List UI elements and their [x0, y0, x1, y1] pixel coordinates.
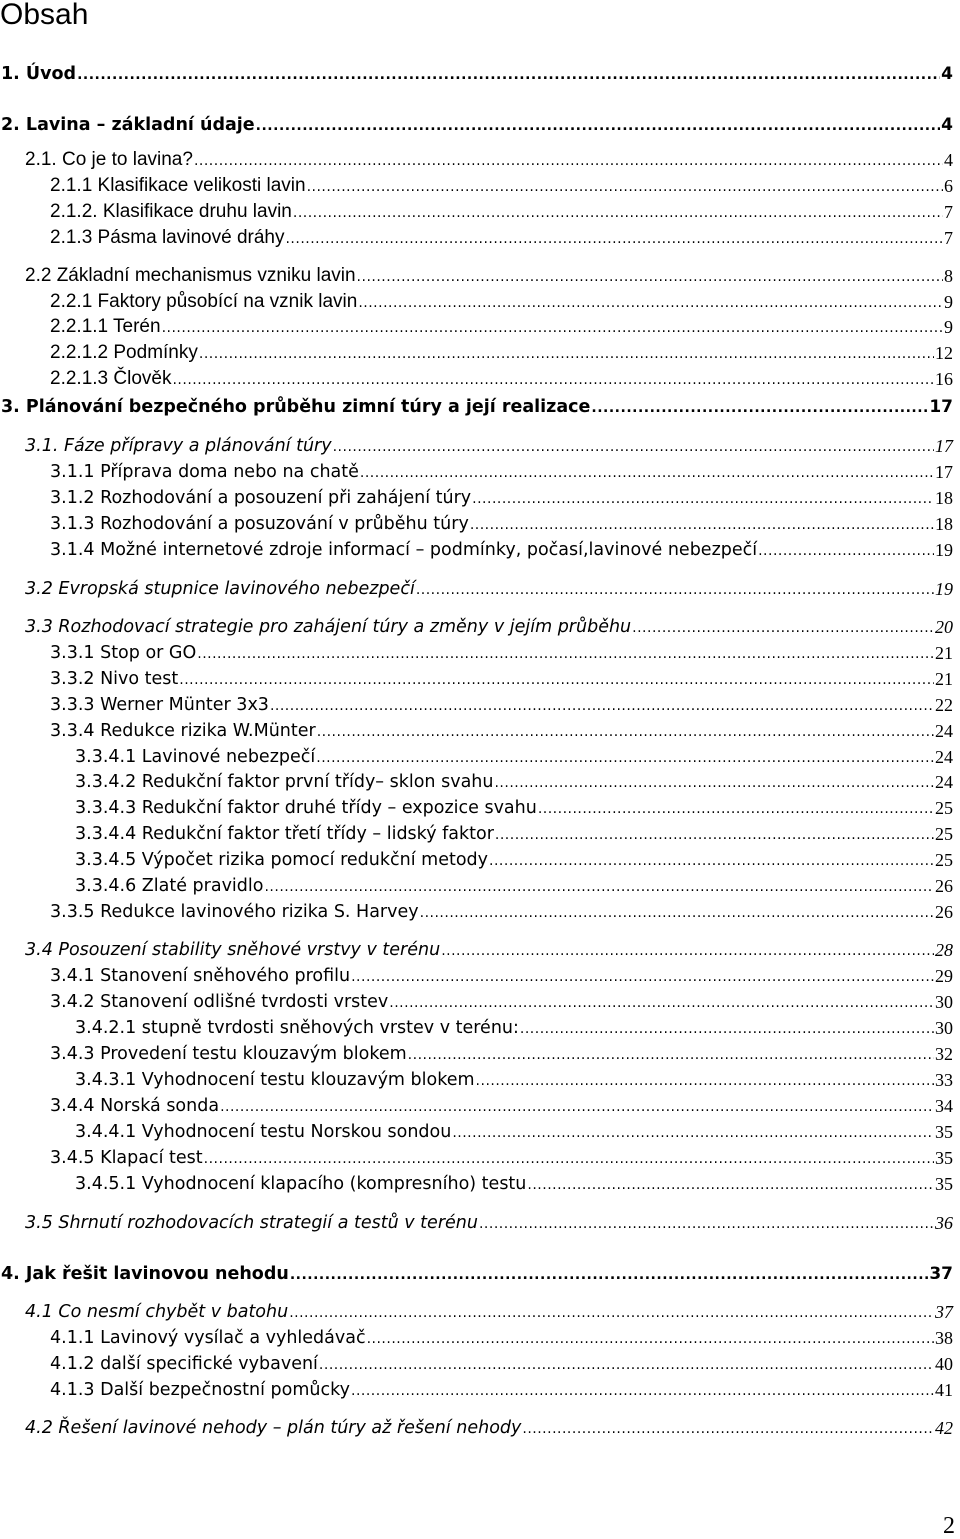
dot-leader — [220, 1096, 934, 1116]
toc-entry[interactable] — [25, 613, 953, 637]
toc-entry-title: 3.1.2 Rozhodování a posouzení při zahájení túry — [50, 488, 472, 508]
toc-entry[interactable] — [50, 691, 953, 715]
dot-leader — [351, 966, 934, 986]
toc-entry-title: 3.4.5 Klapací test — [50, 1148, 203, 1168]
dot-leader — [317, 721, 934, 741]
dot-leader — [172, 369, 934, 389]
page-number: 2 — [943, 1513, 955, 1539]
toc-entry[interactable] — [75, 743, 953, 767]
dot-leader — [270, 695, 934, 715]
toc-entry-page: 7 — [944, 228, 953, 248]
dot-leader — [441, 940, 934, 960]
toc-entry[interactable] — [75, 820, 953, 844]
dot-leader — [316, 747, 934, 767]
toc-entry-page: 18 — [935, 514, 953, 534]
toc-entry[interactable] — [50, 224, 953, 248]
toc-entry[interactable] — [50, 198, 953, 222]
toc-entry-title: 3.3.3 Werner Münter 3x3 — [50, 695, 269, 715]
toc-entry[interactable] — [50, 1350, 953, 1374]
toc-entry-title: 3.3.4.6 Zlaté pravidlo — [75, 876, 264, 896]
dot-leader — [77, 64, 940, 84]
toc-entry-page: 4 — [944, 150, 953, 170]
toc-entry-page: 26 — [935, 876, 953, 896]
toc-entry[interactable] — [50, 1324, 953, 1348]
toc-entry[interactable] — [25, 1209, 953, 1233]
toc-entry-title: 3.2 Evropská stupnice lavinového nebezpečí — [25, 579, 415, 599]
toc-entry-page: 21 — [935, 643, 953, 663]
toc-entry-page: 8 — [944, 266, 953, 286]
toc-entry-title: 3.4.3.1 Vyhodnocení testu klouzavým blokem — [75, 1070, 475, 1090]
toc-entry[interactable] — [50, 172, 953, 196]
dot-leader — [538, 798, 934, 818]
toc-entry[interactable] — [75, 1066, 953, 1090]
toc-entry-title: 2.1.1 Klasifikace velikosti lavin — [50, 175, 306, 196]
toc-entry-title: 3. Plánování bezpečného průběhu zimní túry a její realizace — [1, 397, 591, 417]
toc-entry-title: 4.1.2 další specifické vybavení — [50, 1354, 318, 1374]
toc-entry-title: 2.2.1.3 Člověk — [50, 368, 172, 389]
dot-leader — [389, 992, 934, 1012]
toc-entry-page: 35 — [935, 1148, 953, 1168]
toc-entry-title: 3.4 Posouzení stability sněhové vrstvy v terénu — [25, 940, 441, 960]
dot-leader — [470, 514, 934, 534]
dot-leader — [285, 228, 943, 248]
dot-leader — [289, 1302, 934, 1322]
dot-leader — [408, 1044, 934, 1064]
toc-entry-title: 3.3 Rozhodovací strategie pro zahájení túry a změny v jejím průběhu — [25, 617, 632, 637]
toc-entry[interactable] — [50, 962, 953, 986]
toc-entry-title: 4.2 Řešení lavinové nehody – plán túry až řešení nehody — [25, 1418, 522, 1438]
toc-entry-title: 3.4.4.1 Vyhodnocení testu Norskou sondou — [75, 1122, 452, 1142]
dot-leader — [293, 202, 943, 222]
toc-entry[interactable] — [25, 262, 953, 286]
toc-entry-page: 18 — [935, 488, 953, 508]
toc-entry[interactable] — [50, 484, 953, 508]
toc-entry[interactable] — [50, 365, 953, 389]
dot-leader — [351, 1380, 934, 1400]
toc-entry-title: 4.1.3 Další bezpečnostní pomůcky — [50, 1380, 350, 1400]
toc-entry-page: 12 — [935, 343, 953, 363]
toc-entry[interactable] — [50, 1376, 953, 1400]
toc-entry-page: 26 — [935, 902, 953, 922]
toc-entry-page: 16 — [935, 369, 953, 389]
toc-entry-page: 34 — [935, 1096, 953, 1116]
toc-entry-page: 9 — [944, 292, 953, 312]
toc-entry[interactable] — [75, 872, 953, 896]
dot-leader — [472, 488, 934, 508]
dot-leader — [479, 1213, 934, 1233]
toc-entry[interactable] — [50, 1092, 953, 1116]
toc-entry-page: 19 — [935, 579, 953, 599]
dot-leader — [758, 540, 934, 560]
toc-entry-title: 2.1.3 Pásma lavinové dráhy — [50, 227, 285, 248]
toc-entry[interactable] — [50, 717, 953, 741]
toc-entry-page: 24 — [935, 772, 953, 792]
toc-entry-page: 4 — [941, 64, 953, 84]
dot-leader — [494, 772, 934, 792]
dot-leader — [416, 579, 934, 599]
toc-entry-page: 17 — [929, 397, 953, 417]
page-title: Obsah — [0, 0, 89, 31]
toc-entry[interactable] — [1, 60, 953, 84]
toc-entry-page: 9 — [944, 317, 953, 337]
toc-entry[interactable] — [50, 313, 953, 337]
toc-entry-page: 25 — [935, 824, 953, 844]
dot-leader — [360, 462, 934, 482]
toc-entry-title: 3.4.4 Norská sonda — [50, 1096, 220, 1116]
toc-entry[interactable] — [75, 768, 953, 792]
toc-entry-title: 1. Úvod — [1, 64, 77, 84]
toc-entry-title: 2.1.2. Klasifikace druhu lavin — [50, 201, 292, 222]
toc-entry-page: 30 — [935, 1018, 953, 1038]
toc-entry[interactable] — [50, 1144, 953, 1168]
toc-entry-page: 17 — [935, 462, 953, 482]
toc-entry-page: 24 — [935, 747, 953, 767]
dot-leader — [179, 669, 934, 689]
toc-entry[interactable] — [50, 665, 953, 689]
toc-entry-page: 17 — [935, 436, 953, 456]
toc-entry[interactable] — [1, 393, 953, 417]
toc-entry[interactable] — [75, 846, 953, 870]
toc-entry-page: 36 — [935, 1213, 953, 1233]
toc-entry-title: 3.1.3 Rozhodování a posuzování v průběhu túry — [50, 514, 469, 534]
toc-entry-title: 3.1.4 Možné internetové zdroje informací – podmínky, počasí,lavinové nebezpečí — [50, 540, 758, 560]
toc-entry-title: 2.2.1 Faktory působící na vznik lavin — [50, 291, 358, 312]
dot-leader — [591, 397, 928, 417]
dot-leader — [319, 1354, 934, 1374]
dot-leader — [527, 1174, 934, 1194]
toc-entry-title: 2. Lavina – základní údaje — [1, 115, 255, 135]
toc-entry-title: 4.1 Co nesmí chybět v batohu — [25, 1302, 289, 1322]
dot-leader — [162, 317, 943, 337]
toc-entry-page: 25 — [935, 850, 953, 870]
toc-entry-title: 2.2.1.2 Podmínky — [50, 342, 198, 363]
toc-entry[interactable] — [50, 639, 953, 663]
toc-entry-title: 3.4.5.1 Vyhodnocení klapacího (kompresního) testu — [75, 1174, 527, 1194]
toc-entry-title: 3.4.2 Stanovení odlišné tvrdosti vrstev — [50, 992, 389, 1012]
toc-entry-title: 4.1.1 Lavinový vysílač a vyhledávač — [50, 1328, 366, 1348]
dot-leader — [307, 176, 943, 196]
dot-leader — [495, 824, 934, 844]
dot-leader — [256, 115, 940, 135]
toc-entry-page: 38 — [935, 1328, 953, 1348]
toc-entry[interactable] — [75, 1170, 953, 1194]
toc-entry-title: 2.2 Základní mechanismus vzniku lavin — [25, 265, 356, 286]
toc-entry-page: 35 — [935, 1174, 953, 1194]
toc-entry-page: 7 — [944, 202, 953, 222]
toc-entry-page: 40 — [935, 1354, 953, 1374]
toc-entry[interactable] — [25, 1414, 953, 1438]
toc-entry-page: 4 — [941, 115, 953, 135]
dot-leader — [204, 1148, 934, 1168]
toc-entry[interactable] — [50, 510, 953, 534]
toc-entry[interactable] — [1, 111, 953, 135]
toc-entry[interactable] — [50, 288, 953, 312]
toc-entry-title: 3.3.2 Nivo test — [50, 669, 179, 689]
toc-entry-page: 19 — [935, 540, 953, 560]
toc-entry[interactable] — [50, 536, 953, 560]
toc-entry-page: 35 — [935, 1122, 953, 1142]
toc-entry[interactable] — [25, 1298, 953, 1322]
toc-entry-title: 3.4.1 Stanovení sněhového profilu — [50, 966, 351, 986]
toc-entry[interactable] — [75, 1118, 953, 1142]
dot-leader — [420, 902, 934, 922]
toc-entry[interactable] — [50, 1040, 953, 1064]
toc-entry-title: 3.3.4.1 Lavinové nebezpečí — [75, 747, 316, 767]
toc-entry[interactable] — [25, 146, 953, 170]
toc-entry-title: 3.1. Fáze přípravy a plánování túry — [25, 436, 332, 456]
toc-entry-page: 20 — [935, 617, 953, 637]
toc-entry-title: 3.3.4 Redukce rizika W.Münter — [50, 721, 316, 741]
toc-entry-page: 28 — [935, 940, 953, 960]
dot-leader — [199, 343, 934, 363]
dot-leader — [367, 1328, 934, 1348]
toc-entry-page: 24 — [935, 721, 953, 741]
toc-entry-page: 29 — [935, 966, 953, 986]
toc-entry[interactable] — [25, 575, 953, 599]
toc-entry[interactable] — [50, 988, 953, 1012]
toc-entry[interactable] — [1, 1260, 953, 1284]
toc-entry[interactable] — [25, 432, 953, 456]
toc-entry[interactable] — [50, 458, 953, 482]
toc-entry-title: 3.3.4.4 Redukční faktor třetí třídy – lidský faktor — [75, 824, 494, 844]
toc-entry-page: 22 — [935, 695, 953, 715]
dot-leader — [358, 292, 943, 312]
toc-entry[interactable] — [75, 794, 953, 818]
toc-entry-page: 37 — [929, 1264, 953, 1284]
toc-entry-title: 3.3.1 Stop or GO — [50, 643, 197, 663]
toc-entry-title: 2.1. Co je to lavina? — [25, 149, 193, 170]
toc-entry-page: 33 — [935, 1070, 953, 1090]
toc-entry[interactable] — [75, 1014, 953, 1038]
toc-entry-title: 3.4.2.1 stupně tvrdosti sněhových vrstev v terénu: — [75, 1018, 519, 1038]
dot-leader — [333, 436, 934, 456]
dot-leader — [476, 1070, 934, 1090]
toc-entry-page: 42 — [935, 1418, 953, 1438]
toc-entry-title: 3.3.5 Redukce lavinového rizika S. Harvey — [50, 902, 419, 922]
dot-leader — [264, 876, 934, 896]
toc-entry[interactable] — [50, 339, 953, 363]
dot-leader — [632, 617, 934, 637]
toc-entry-title: 4. Jak řešit lavinovou nehodu — [1, 1264, 289, 1284]
toc-entry[interactable] — [25, 936, 953, 960]
toc-entry-page: 41 — [935, 1380, 953, 1400]
toc-entry-page: 6 — [944, 176, 953, 196]
dot-leader — [357, 266, 943, 286]
toc-entry-page: 25 — [935, 798, 953, 818]
dot-leader — [520, 1018, 934, 1038]
toc-entry-page: 37 — [935, 1302, 953, 1322]
toc-entry-page: 21 — [935, 669, 953, 689]
toc-entry-title: 3.1.1 Příprava doma nebo na chatě — [50, 462, 359, 482]
toc-entry-title: 3.3.4.2 Redukční faktor první třídy– sklon svahu — [75, 772, 494, 792]
toc-entry-title: 3.5 Shrnutí rozhodovacích strategií a testů v terénu — [25, 1213, 478, 1233]
dot-leader — [194, 150, 943, 170]
dot-leader — [197, 643, 934, 663]
toc-entry-title: 3.4.3 Provedení testu klouzavým blokem — [50, 1044, 407, 1064]
toc-entry-page: 32 — [935, 1044, 953, 1064]
dot-leader — [522, 1418, 934, 1438]
toc-entry-title: 3.3.4.5 Výpočet rizika pomocí redukční metody — [75, 850, 489, 870]
dot-leader — [290, 1264, 929, 1284]
dot-leader — [489, 850, 934, 870]
toc-entry-title: 3.3.4.3 Redukční faktor druhé třídy – expozice svahu — [75, 798, 537, 818]
toc-entry-title: 2.2.1.1 Terén — [50, 316, 161, 337]
toc-entry[interactable] — [50, 898, 953, 922]
toc-entry-page: 30 — [935, 992, 953, 1012]
dot-leader — [452, 1122, 934, 1142]
